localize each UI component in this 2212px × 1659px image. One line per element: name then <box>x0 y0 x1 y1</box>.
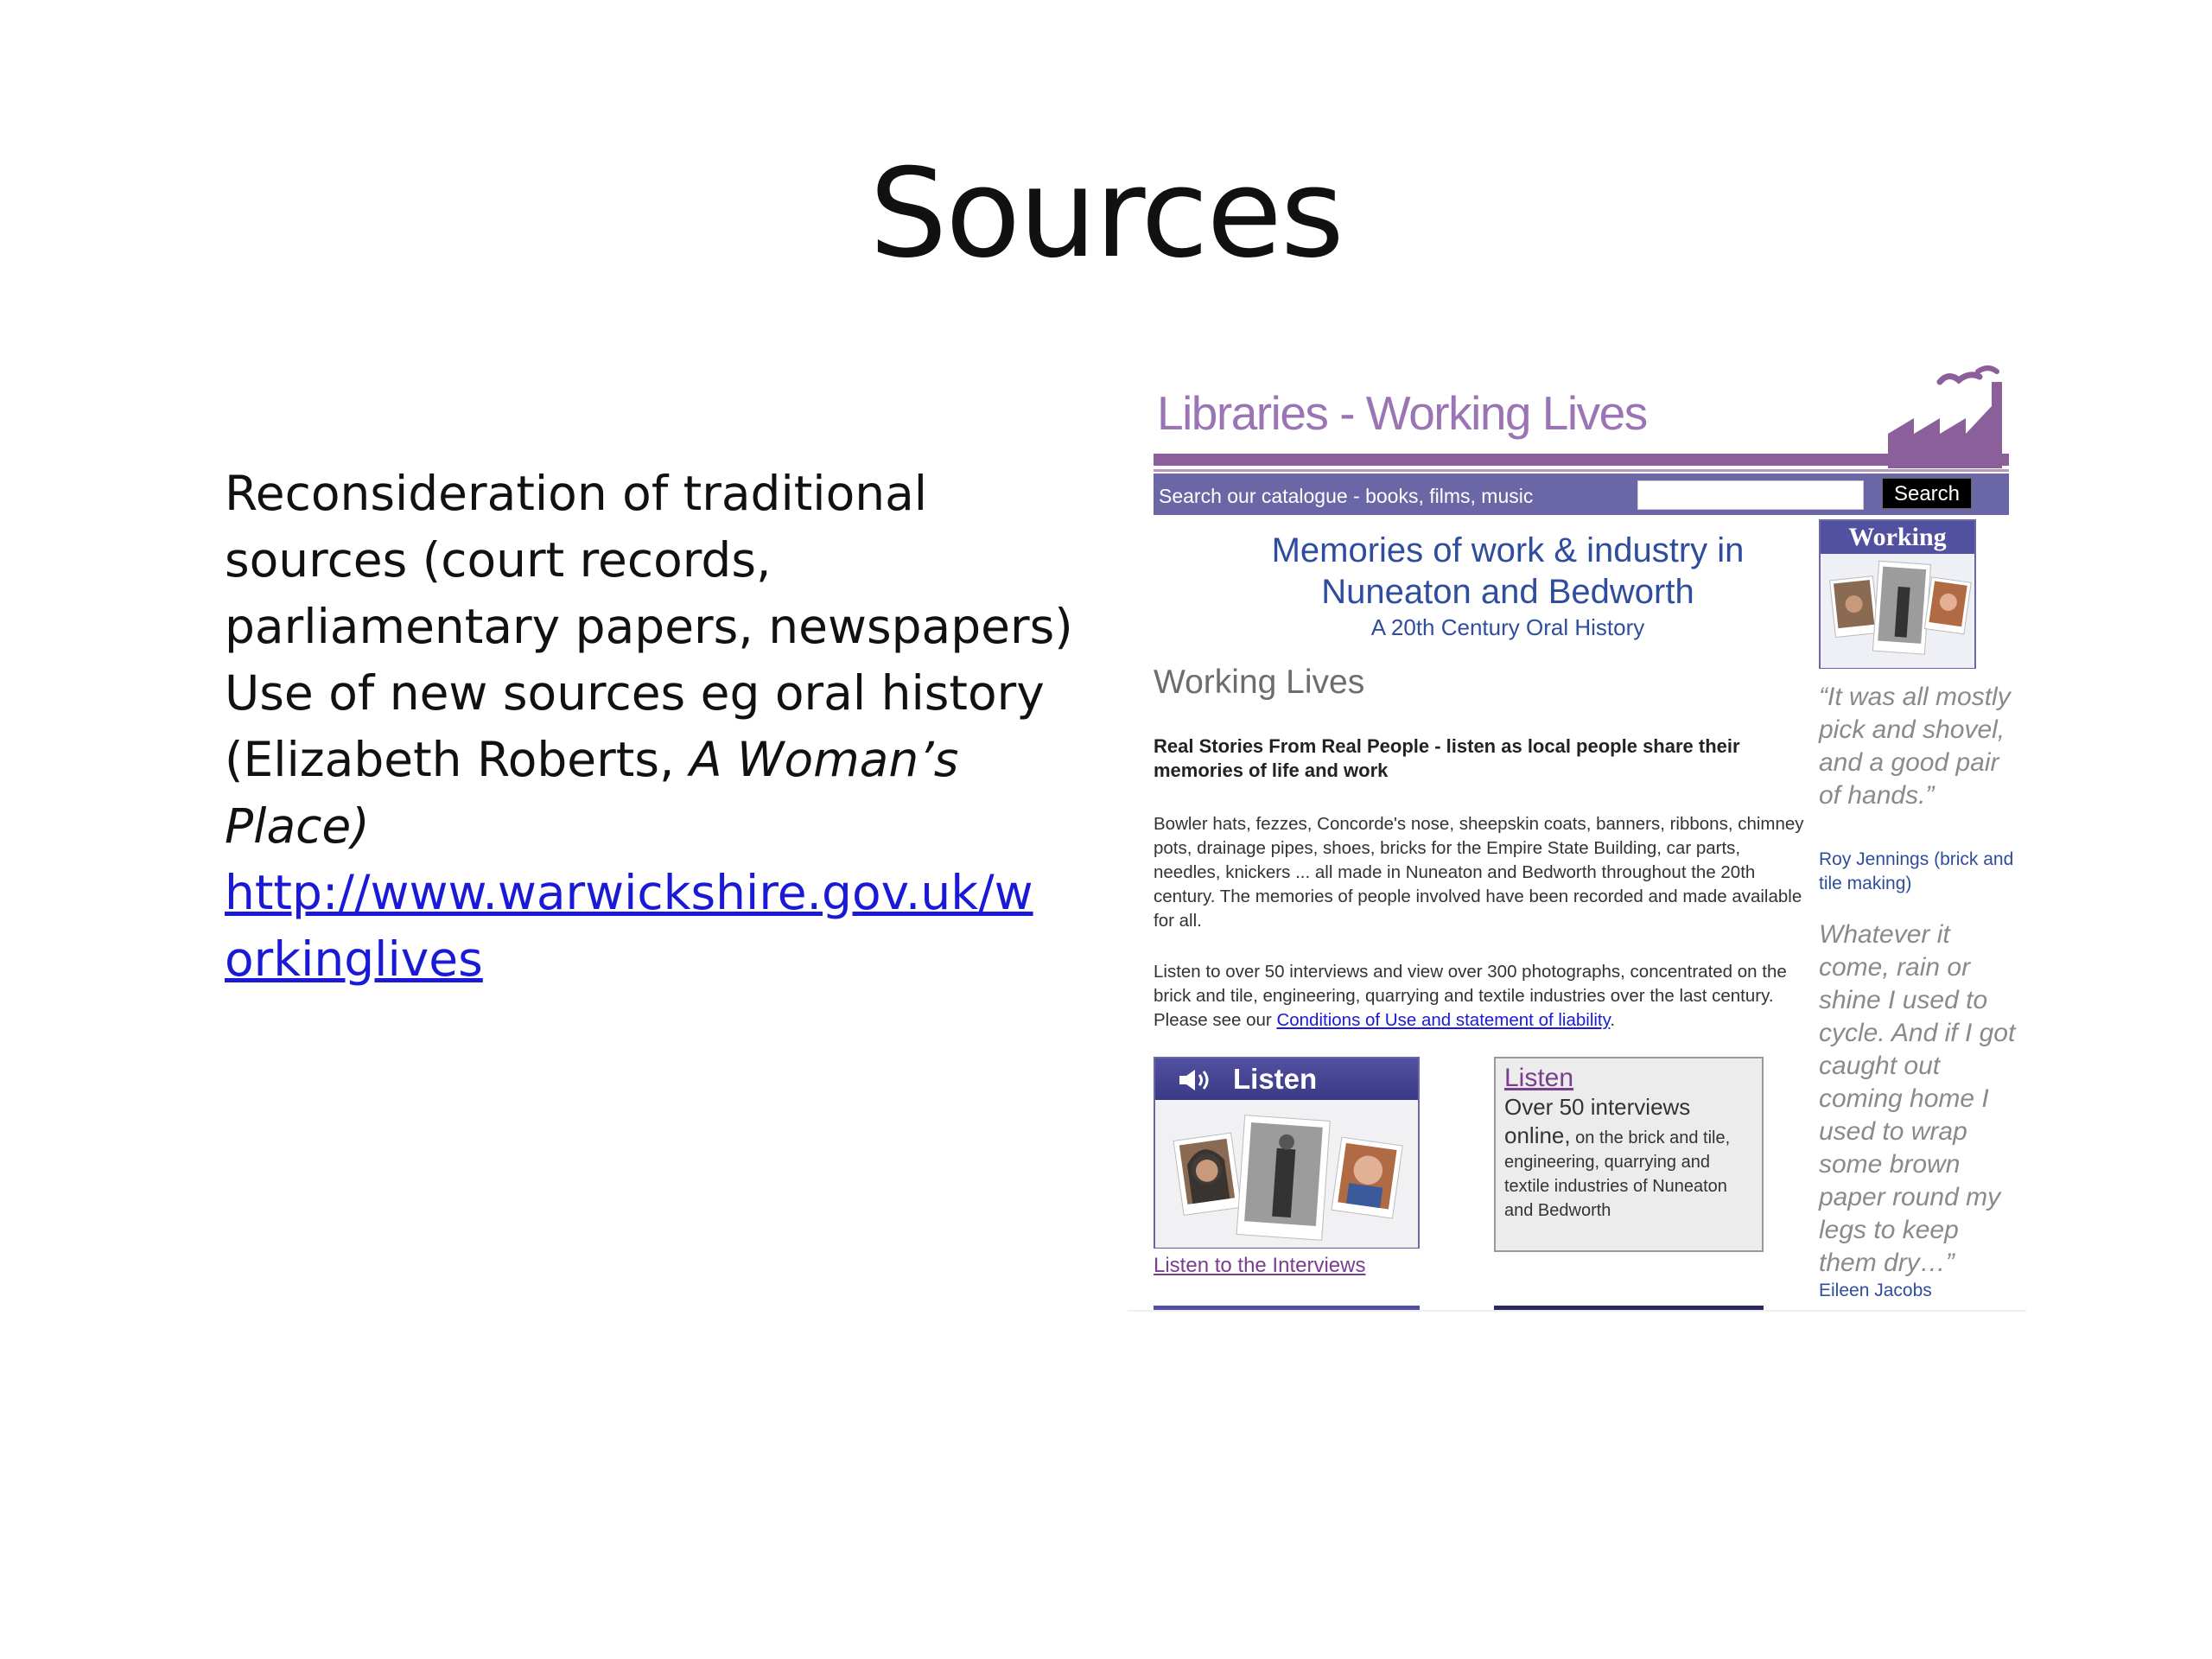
badge-title: Working <box>1821 521 1974 554</box>
listen-banner-header <box>1155 1058 1418 1100</box>
search-button[interactable]: Search <box>1882 478 1972 509</box>
working-lives-url-link[interactable]: http://www.warwickshire.gov.uk/workinglives <box>225 865 1033 987</box>
intro-paragraph: Bowler hats, fezzes, Concorde's nose, sheepskin coats, banners, ribbons, chimney pots, drainage pipes, shoes, bricks for the Empire State Building, car parts, needles, knickers ... all made in Nuneaton and Bedworth throughout the 20th century. The memories of people involved have been recorded and made available for all. <box>1154 814 1804 931</box>
factory-logo-icon <box>1888 365 2009 468</box>
listen-paragraph-text: Listen to over 50 interviews and view over 300 photographs, concentrated on the brick and tile, engineering, quarrying and textile industries over the last century. Please see our <box>1154 962 1787 1030</box>
search-input[interactable] <box>1637 480 1864 510</box>
listen-info-link[interactable]: Listen <box>1504 1064 1574 1092</box>
listen-info-box <box>1494 1057 1764 1252</box>
quote-source-eileen-jacobs: Eileen Jacobs <box>1819 1281 1932 1300</box>
slide-title: Sources <box>869 143 1343 285</box>
search-bar <box>1154 474 2009 515</box>
bullet-new-sources <box>225 660 1089 860</box>
main-subheading: A 20th Century Oral History <box>1370 614 1645 640</box>
book-title: A Woman’s Place) <box>225 732 959 854</box>
quote-eileen-jacobs: Whatever it come, rain or shine I used to cycle. And if I got caught out coming home I used to wrap some brown paper round my legs to keep them dry…” <box>1819 920 2016 1277</box>
bullet-new-sources-text: Use of new sources eg oral history (Elizabeth Roberts, <box>225 665 1045 787</box>
conditions-link[interactable]: Conditions of Use and statement of liability <box>1276 1010 1611 1030</box>
quote-source-roy-jennings: Roy Jennings (brick and tile making) <box>1819 849 2014 893</box>
quote-roy-jennings: “It was all mostly pick and shovel, and a good pair of hands.” <box>1819 683 2011 810</box>
listen-paragraph-end: . <box>1610 1010 1616 1030</box>
listen-paragraph <box>1154 960 1810 1033</box>
bullet-traditional-sources: Reconsideration of traditional sources (court records, parliamentary papers, newspapers) <box>225 466 1073 654</box>
main-heading <box>1171 530 1845 613</box>
bullet-text-block <box>225 461 1089 993</box>
listen-banner-label: Listen <box>1233 1063 1318 1095</box>
listen-info-highlight: Over 50 interviews online, <box>1504 1094 1691 1148</box>
search-label: Search our catalogue - books, films, music <box>1159 485 1534 507</box>
header-underline <box>1154 469 2009 472</box>
working-lives-badge[interactable] <box>1819 519 1976 669</box>
website-screenshot <box>1128 361 2026 1312</box>
badge-photos-image <box>1821 556 1974 668</box>
lead-text: Real Stories From Real People - listen as local people share their memories of life and work <box>1154 735 1740 781</box>
bottom-divider <box>1128 1310 2026 1312</box>
interviewee-photos-image <box>1155 1102 1418 1249</box>
listen-info-text <box>1504 1093 1753 1223</box>
main-heading-line2: Nuneaton and Bedworth <box>1321 573 1694 611</box>
header-bar <box>1154 454 2009 466</box>
listen-banner[interactable] <box>1154 1057 1420 1249</box>
site-header-title: Libraries - Working Lives <box>1157 386 1647 440</box>
listen-to-interviews-link[interactable]: Listen to the Interviews <box>1154 1254 1366 1277</box>
section-title: Working Lives <box>1154 664 1365 701</box>
main-heading-line1: Memories of work & industry in <box>1271 531 1745 569</box>
speaker-icon <box>1178 1069 1212 1091</box>
listen-info-detail: on the brick and tile, engineering, quarrying and textile industries of Nuneaton and Bedworth <box>1504 1128 1731 1220</box>
